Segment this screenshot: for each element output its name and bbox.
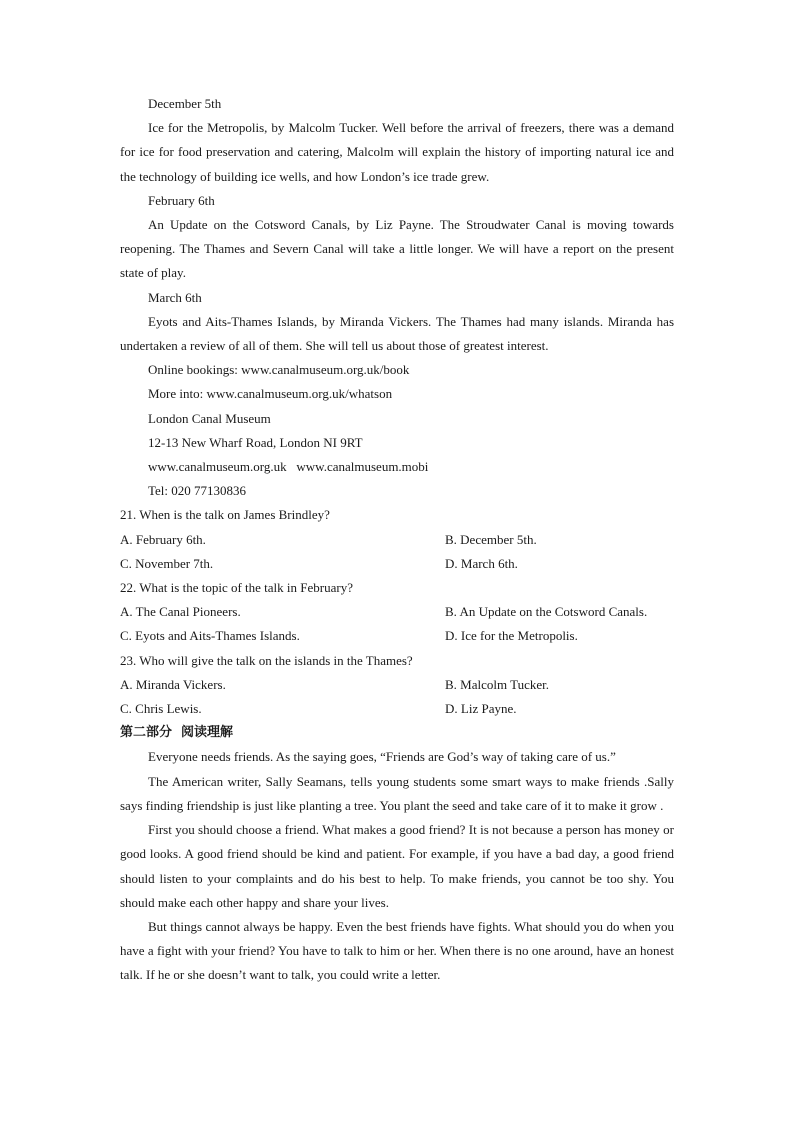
document-page xyxy=(120,92,674,988)
option-c: C. Chris Lewis. xyxy=(120,701,202,717)
option-c: C. November 7th. xyxy=(120,555,214,571)
option-b: B. Malcolm Tucker. xyxy=(445,676,550,692)
option-a: A. Miranda Vickers. xyxy=(120,676,226,692)
option-d: D. Liz Payne. xyxy=(445,701,517,717)
question: 21. When is the talk on James Brindley? xyxy=(120,507,330,523)
talk-date: March 6th xyxy=(148,289,202,305)
question: 23. Who will give the talk on the islands in the Thames? xyxy=(120,652,413,668)
talk-date: December 5th xyxy=(148,96,222,111)
option-grid xyxy=(120,528,674,576)
option-b: B. December 5th. xyxy=(445,531,537,547)
option-d: D. Ice for the Metropolis. xyxy=(445,628,578,644)
talk-date: February 6th xyxy=(148,192,215,208)
option-grid xyxy=(120,673,674,721)
reading-paragraph: First you should choose a friend. What makes a good friend? It is not because a person has money or good looks. A good friend should be kind and patient. For example, if you have a bad day, a good friend should listen to your complaints and do his best to help. To make friends, you cannot be too shy. You should make each other happy and share your lives. xyxy=(120,822,674,910)
reading-paragraph: But things cannot always be happy. Even the best friends have fights. What should you do when you have a fight with your friend? You have to talk to him or her. When there is no one around, have an honest talk. If he or she doesn’t want to talk, you could write a letter. xyxy=(120,918,674,983)
talk-description: Ice for the Metropolis, by Malcolm Tucker. Well before the arrival of freezers, there was a demand for ice for food preservation and catering, Malcolm will explain the history of importing natural ice and the technology of building ice wells, and how London’s ice trade grew. xyxy=(120,120,674,184)
museum-address: 12-13 New Wharf Road, London NI 9RT xyxy=(148,434,363,450)
talk-description: An Update on the Cotsword Canals, by Liz Payne. The Stroudwater Canal is moving towards reopening. The Thames and Severn Canal will take a little longer. We will have a report on the present state of play. xyxy=(120,217,674,281)
more-info: More into: www.canalmuseum.org.uk/whatson xyxy=(148,386,393,402)
option-c: C. Eyots and Aits-Thames Islands. xyxy=(120,628,300,644)
online-bookings: Online bookings: www.canalmuseum.org.uk/book xyxy=(148,362,410,378)
option-a: A. The Canal Pioneers. xyxy=(120,604,241,620)
museum-websites: www.canalmuseum.org.uk www.canalmuseum.mobi xyxy=(148,459,429,475)
option-b: B. An Update on the Cotsword Canals. xyxy=(445,604,648,620)
option-grid xyxy=(120,600,674,648)
option-a: A. February 6th. xyxy=(120,531,206,547)
museum-tel: Tel: 020 77130836 xyxy=(148,483,247,499)
reading-paragraph: Everyone needs friends. As the saying goes, “Friends are God’s way of taking care of us.” xyxy=(148,749,616,765)
reading-paragraph: The American writer, Sally Seamans, tells young students some smart ways to make friends .Sally says finding friendship is just like planting a tree. You plant the seed and take care of it to make it grow . xyxy=(120,773,674,813)
museum-name: London Canal Museum xyxy=(148,410,271,426)
section-heading: 第二部分 阅读理解 xyxy=(120,725,234,741)
option-d: D. March 6th. xyxy=(445,555,518,571)
question: 22. What is the topic of the talk in February? xyxy=(120,580,353,596)
talk-description: Eyots and Aits-Thames Islands, by Miranda Vickers. The Thames had many islands. Miranda has undertaken a review of all of them. She will tell us about those of greatest interest. xyxy=(120,313,674,354)
